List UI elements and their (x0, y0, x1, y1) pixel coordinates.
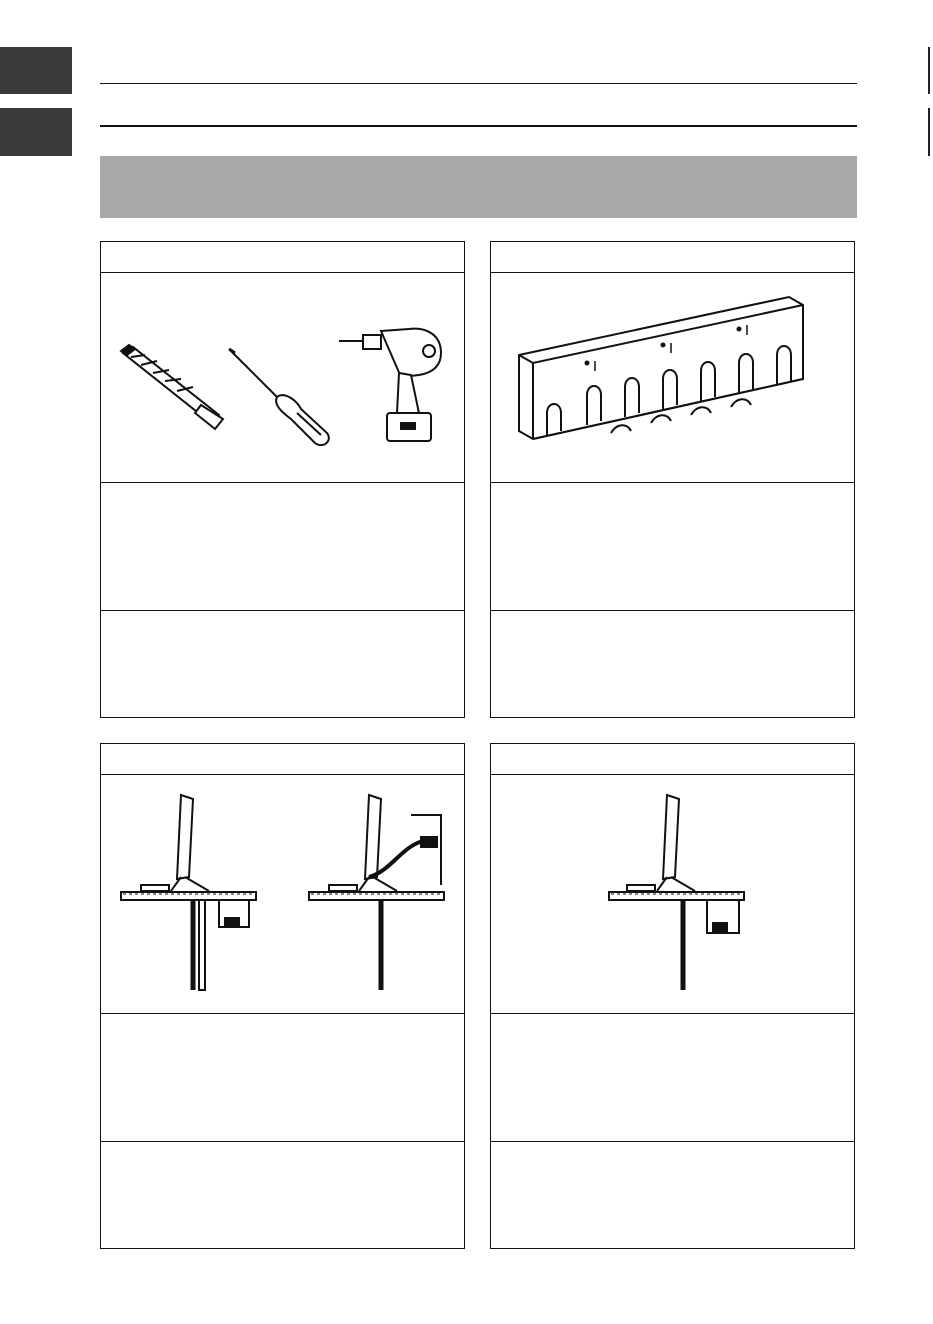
header-rule-thick (100, 125, 857, 127)
screwdriver-icon (229, 349, 329, 445)
side-tab-upper (0, 47, 72, 94)
cordless-drill-icon (339, 329, 441, 441)
panel-tools (100, 241, 465, 718)
tools-figure (101, 273, 464, 483)
install-variants-figure (101, 775, 464, 1014)
panel-header (491, 744, 854, 775)
desk-mount-diagram (121, 795, 444, 990)
panel-tray (490, 241, 855, 718)
panel-note (101, 611, 464, 717)
edge-mark-upper (928, 47, 930, 94)
panel-body (101, 1014, 464, 1142)
drill-bit-icon (121, 345, 223, 429)
header-rule-thin (100, 83, 857, 84)
panel-note (101, 1142, 464, 1248)
cable-tray-icon (519, 297, 803, 439)
side-tab-lower (0, 108, 72, 156)
panel-body (101, 483, 464, 611)
tray-figure (491, 273, 854, 483)
install-single-figure (491, 775, 854, 1014)
panel-body (491, 483, 854, 611)
panel-install-variants (100, 743, 465, 1249)
panel-header (101, 744, 464, 775)
panel-install-single (490, 743, 855, 1249)
section-banner (100, 156, 857, 218)
panel-header (491, 242, 854, 273)
panel-note (491, 611, 854, 717)
panel-body (491, 1014, 854, 1142)
panel-header (101, 242, 464, 273)
edge-mark-lower (928, 108, 930, 156)
panel-note (491, 1142, 854, 1248)
desk-mount-diagram (609, 795, 744, 990)
